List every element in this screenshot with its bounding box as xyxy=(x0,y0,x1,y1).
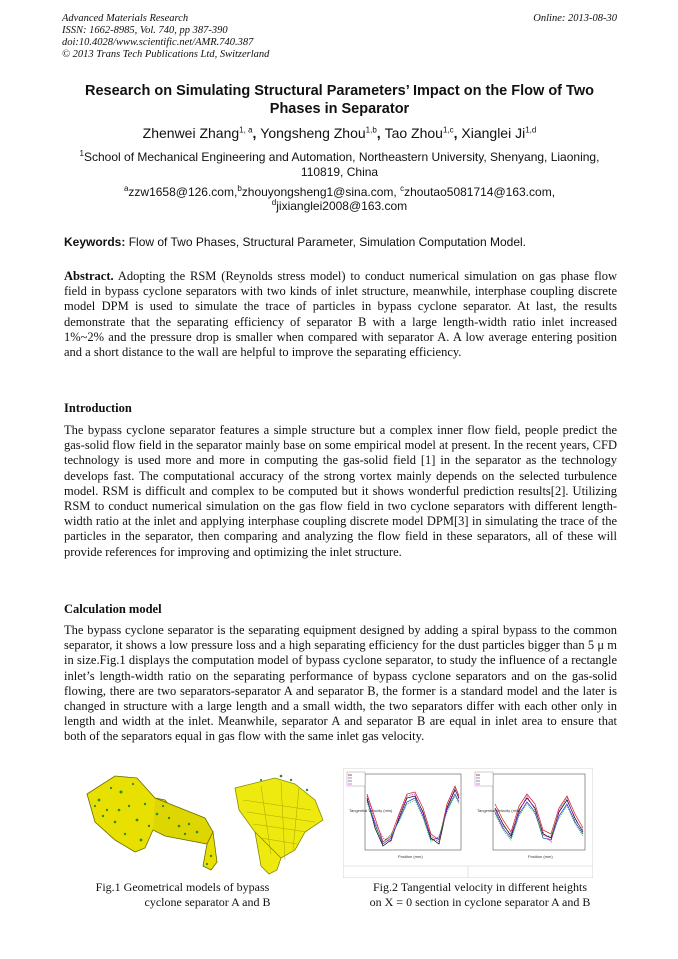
figure-2-caption xyxy=(350,880,610,910)
author-name: Xianglei Ji xyxy=(461,125,526,141)
y-axis-label: Tangential Velocity (m/s) xyxy=(477,808,521,813)
email-link[interactable]: zhouyongsheng1@sina.com, xyxy=(241,185,397,199)
tangential-velocity-plots xyxy=(343,768,593,878)
paper-title: Research on Simulating Structural Parameters’ Impact on the Flow of Two Phases in Separator xyxy=(85,83,594,117)
affiliation-text: School of Mechanical Engineering and Automation, Northeastern University, Shenyang, Liaoning, 110819, China xyxy=(84,150,600,179)
keywords-label: Keywords: xyxy=(64,235,126,249)
figure-2-tangential-velocity xyxy=(343,768,593,878)
figure-1-caption-line1: Fig.1 Geometrical models of bypass xyxy=(95,880,270,894)
author-name: Yongsheng Zhou xyxy=(260,125,366,141)
section-heading-introduction: Introduction xyxy=(64,401,132,415)
figure-1-caption-line2: cyclone separator A and B xyxy=(144,895,271,909)
author-sup: 1, a xyxy=(239,125,253,135)
separator-model-illustration xyxy=(85,770,330,878)
journal-name: Advanced Materials Research xyxy=(62,13,189,24)
author-sup: 1,d xyxy=(525,125,537,135)
abstract xyxy=(64,269,617,360)
y-axis-label: Tangential Velocity (m/s) xyxy=(349,808,393,813)
online-date: Online: 2013-08-30 xyxy=(533,13,617,24)
figure-1-separator-models xyxy=(85,770,330,878)
x-axis-label: Position (mm) xyxy=(398,854,423,859)
email-sup: a xyxy=(123,184,129,193)
doi: doi:10.4028/www.scientific.net/AMR.740.387 xyxy=(62,37,254,48)
copyright: © 2013 Trans Tech Publications Ltd, Switzerland xyxy=(62,49,270,60)
keywords-text: Flow of Two Phases, Structural Parameter, Simulation Computation Model. xyxy=(128,235,526,249)
email-sup: d xyxy=(271,198,277,207)
affiliation xyxy=(62,150,617,180)
issn: ISSN: 1662-8985, Vol. 740, pp 387-390 xyxy=(62,25,228,36)
figure-1-caption xyxy=(85,880,280,910)
email-link[interactable]: zzw1658@126.com, xyxy=(128,185,238,199)
author-name: Zhenwei Zhang xyxy=(142,125,240,141)
figure-2-caption-line1: Fig.2 Tangential velocity in different heights xyxy=(372,880,587,894)
author-name: Tao Zhou xyxy=(384,125,443,141)
introduction-body: The bypass cyclone separator features a simple structure but a complex inner flow field, people predict the gas-solid flow field in the separator mainly base on some empirical model at present. In the recent years, CFD technology is used more and more in computing the gas-solid field [1] in the separator as the technology develops fast. The computational accuracy of the strong vortex mainly depends on the selected turbulence model. RSM is difficult and complex to be computed but it shows wonderful prediction results[2]. Utilizing RSM to conduct numerical simulation on the gas flow field in two cyclone separators with different length-width ratio at the inlet and applying interphase coupling discrete model DPM[3] in simulating the trace of the particles in the separator, then comparing and analyzing the flow field in these separators, all of these will provide references for improving and optimizing the inlet structure. xyxy=(64,423,617,559)
email-sup: b xyxy=(237,184,242,193)
email-list xyxy=(62,185,617,213)
figure-2-caption-line2: on X = 0 section in cyclone separator A and B xyxy=(369,895,591,909)
keywords xyxy=(64,235,617,250)
email-link[interactable]: jixianglei2008@163.com xyxy=(276,199,408,213)
email-sup: c xyxy=(400,184,405,193)
journal-header xyxy=(62,13,617,61)
abstract-label: Abstract. xyxy=(64,269,114,283)
author-sup: 1,c xyxy=(442,125,454,135)
section-heading-calculation: Calculation model xyxy=(64,602,162,616)
affiliation-sup: 1 xyxy=(79,149,84,158)
calculation-body: The bypass cyclone separator is the separating equipment designed by adding a spiral bypass to the common separator, it shows a low pressure loss and a high separating efficiency for the dust particles bigger than 5 μ m in size.Fig.1 displays the computation model of bypass cyclone separator, to study the influence of a rectangle inlet’s length-width ratio on the separating performance of bypass cyclone separators and on the gas-solid flowing, there are two separators-separator A and separator B, the former is a standard model and the later is changed in structure with a large length and a small width, the two separators differ with each other only in length and width at the inlet. Meanwhile, separator A and separator B are equal in inlet area to ensure that both of the separators equal in gas flow with the same inlet gas velocity. xyxy=(64,623,617,744)
email-link[interactable]: zhoutao5081714@163.com, xyxy=(404,185,556,199)
author-list: Zhenwei Zhang$^{1, a}$, Yongsheng Zhou$^{1,b}$, Tao Zhou$^{1,c}$, Xianglei Ji$^{1,d}$ xyxy=(142,125,537,141)
author-sup: 1,b xyxy=(365,125,377,135)
abstract-text: Adopting the RSM (Reynolds stress model) to conduct numerical simulation on gas phase flow field in bypass cyclone separators with two kinds of inlet structure, meanwhile, interphase coupling discrete model DPM is used to simulate the trace of particles in bypass cyclone separator. At last, the results demonstrate that the separating efficiency of separator B with a large length-width ratio inlet increased 1%~2% and the pressure drop is smaller when compared with separator A. A low average entering position and a short distance to the wall are helpful to improve the separating efficiency. xyxy=(64,269,617,360)
x-axis-label: Position (mm) xyxy=(528,854,553,859)
